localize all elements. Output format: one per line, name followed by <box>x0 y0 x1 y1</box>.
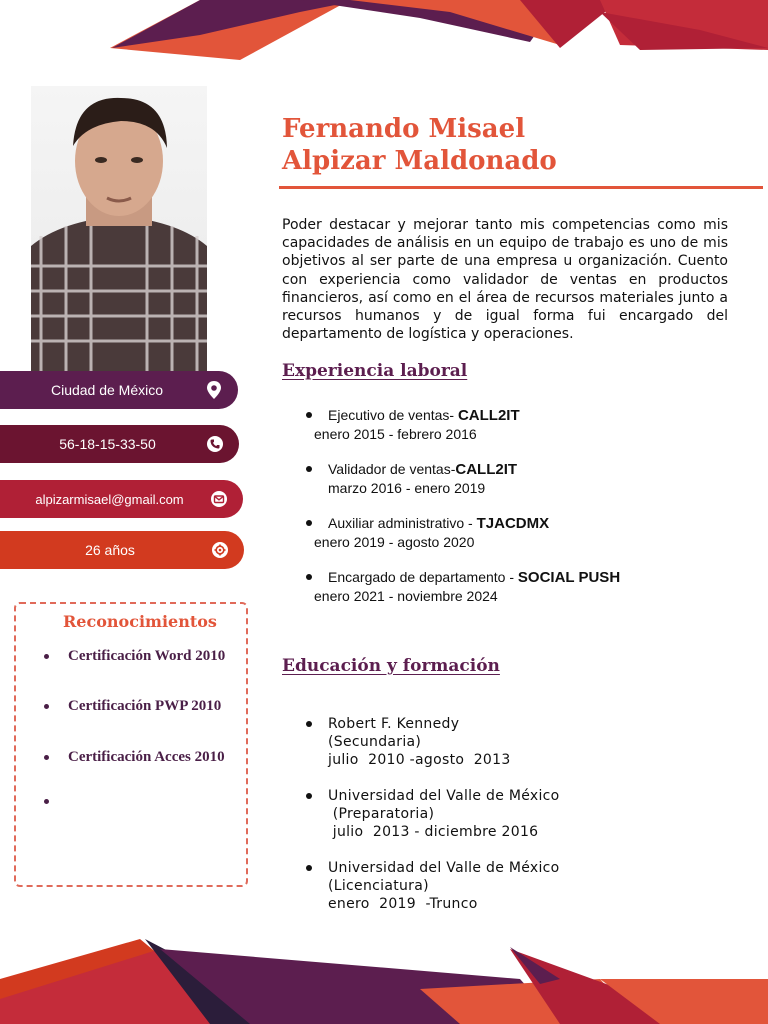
name-line-1: Fernando Misael <box>282 114 526 144</box>
school-name: Robert F. Kennedy <box>328 716 460 732</box>
education-item <box>306 715 511 769</box>
candidate-name <box>282 113 557 177</box>
education-item <box>306 787 560 841</box>
job-role: Validador de ventas- <box>328 461 456 477</box>
job-company: SOCIAL PUSH <box>517 569 621 586</box>
phone-text: 56-18-15-33-50 <box>59 436 156 452</box>
school-dates: enero 2019 -Trunco <box>328 896 478 912</box>
bullet-icon <box>306 412 312 418</box>
school-level: (Licenciatura) <box>328 878 429 894</box>
bullet-icon <box>44 654 49 659</box>
location-pin-icon <box>204 380 224 400</box>
age-text: 26 años <box>85 542 135 558</box>
bullet-icon <box>44 755 49 760</box>
bullet-icon <box>44 704 49 709</box>
bullet-icon <box>306 721 312 727</box>
school-name: Universidad del Valle de México <box>328 788 560 804</box>
job-dates: enero 2019 - agosto 2020 <box>314 534 475 550</box>
award-item <box>44 648 225 665</box>
job-company: CALL2IT <box>455 461 518 478</box>
experience-item <box>306 406 746 443</box>
job-dates: enero 2015 - febrero 2016 <box>314 426 477 442</box>
job-company: CALL2IT <box>457 407 520 424</box>
bullet-icon <box>306 865 312 871</box>
contact-age <box>0 531 244 569</box>
award-item <box>44 799 68 804</box>
awards-box <box>14 602 248 887</box>
school-dates: julio 2013 - diciembre 2016 <box>328 824 539 840</box>
header-decoration <box>0 0 768 70</box>
award-text: Certificación PWP 2010 <box>68 698 222 714</box>
job-dates: marzo 2016 - enero 2019 <box>328 480 486 496</box>
award-item <box>44 698 221 715</box>
school-dates: julio 2010 -agosto 2013 <box>328 752 511 768</box>
school-name: Universidad del Valle de México <box>328 860 560 876</box>
bullet-icon <box>44 799 49 804</box>
phone-icon <box>205 434 225 454</box>
job-role: Ejecutivo de ventas- <box>328 407 458 423</box>
education-title: Educación y formación <box>282 656 500 676</box>
footer-decoration <box>0 939 768 1024</box>
job-dates: enero 2021 - noviembre 2024 <box>314 588 498 604</box>
experience-item <box>306 568 746 605</box>
bullet-icon <box>306 520 312 526</box>
contact-email <box>0 480 243 518</box>
contact-phone <box>0 425 239 463</box>
name-divider <box>279 186 763 189</box>
job-role: Auxiliar administrativo - <box>328 515 477 531</box>
name-line-2: Alpizar Maldonado <box>282 146 557 176</box>
award-text: Certificación Word 2010 <box>68 648 226 664</box>
job-company: TJACDMX <box>476 515 550 532</box>
profile-photo <box>31 86 207 371</box>
job-role: Encargado de departamento - <box>328 569 518 585</box>
award-text: Certificación Acces 2010 <box>68 749 225 765</box>
bullet-icon <box>306 574 312 580</box>
email-text[interactable]: alpizarmisael@gmail.com <box>35 491 184 507</box>
bullet-icon <box>306 793 312 799</box>
experience-title: Experiencia laboral <box>282 361 468 381</box>
experience-item <box>306 514 746 551</box>
profile-summary: Poder destacar y mejorar tanto mis competencias como mis capacidades de análisis en un equipo de trabajo es uno de mis objetivos al ser parte de una empresa u organización. Cuento con experiencia como validador de ventas en productos financieros, así como en el área de recursos materiales junto a recursos humanos y de igual forma fui encargado del departamento de logística y operaciones. <box>282 217 728 343</box>
education-item <box>306 859 560 913</box>
email-icon <box>209 489 229 509</box>
bullet-icon <box>306 466 312 472</box>
school-level: (Secundaria) <box>328 734 422 750</box>
award-item <box>44 749 225 766</box>
experience-item <box>306 460 746 497</box>
school-level: (Preparatoria) <box>328 806 435 822</box>
contact-city <box>0 371 238 409</box>
settings-icon <box>210 540 230 560</box>
awards-title: Reconocimientos <box>63 612 217 631</box>
city-text: Ciudad de México <box>50 382 164 398</box>
